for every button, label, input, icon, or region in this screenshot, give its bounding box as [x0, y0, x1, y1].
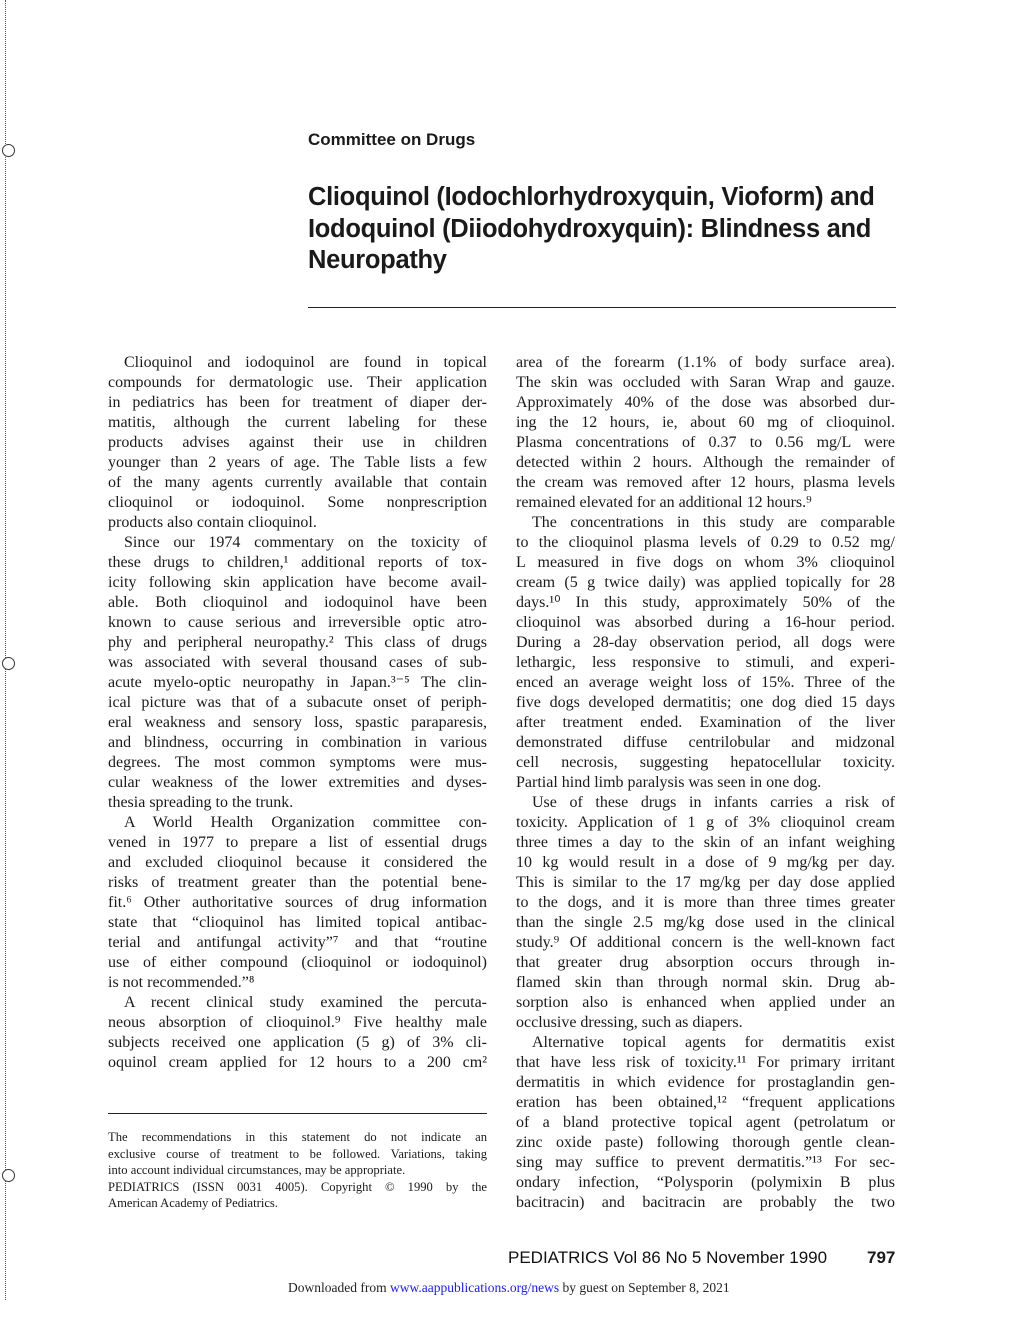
- text-line: sorption also is enhanced when applied under an: [516, 994, 895, 1011]
- text-line: Clioquinol and iodoquinol are found in topical: [124, 354, 487, 371]
- text-line: Use of these drugs in infants carries a risk of: [532, 794, 895, 811]
- paragraph: [516, 1033, 895, 1213]
- binding-perforation: [5, 0, 6, 1300]
- footnote-line: exclusive course of treatment to be followed. Variations, taking: [108, 1146, 487, 1161]
- text-line: toxicity. Application of 1 g of 3% clioquinol cream: [516, 814, 895, 831]
- text-line: The skin was occluded with Saran Wrap and gauze.: [516, 374, 895, 391]
- text-line: enced an average weight loss of 15%. Three of the: [516, 674, 895, 691]
- text-line: matitis, although the current labeling for these: [108, 414, 487, 431]
- text-line: these drugs to children,¹ additional reports of tox-: [108, 554, 487, 571]
- text-line: to the dogs, and it is more than three times greater: [516, 894, 895, 911]
- paragraph: [516, 513, 895, 793]
- text-line: cell necrosis, suggesting hepatocellular toxicity.: [516, 754, 895, 771]
- download-prefix: Downloaded from: [288, 1280, 390, 1295]
- text-line: remained elevated for an additional 12 hours.⁹: [516, 494, 812, 511]
- text-line: fit.⁶ Other authoritative sources of drug information: [108, 894, 487, 911]
- text-line: able. Both clioquinol and iodoquinol have been: [108, 594, 487, 611]
- text-line: three times a day to the skin of an infant weighing: [516, 834, 895, 851]
- text-line: to the clioquinol plasma levels of 0.29 to 0.52 mg/: [516, 534, 895, 551]
- page-footer: [0, 1248, 1020, 1308]
- text-line: Approximately 40% of the dose was absorbed dur-: [516, 394, 895, 411]
- text-line: clioquinol was absorbed during a 16-hour period.: [516, 614, 895, 631]
- text-line: icity following skin application have become avail-: [108, 574, 487, 591]
- title-divider: [308, 307, 896, 308]
- text-line: During a 28-day observation period, all dogs were: [516, 634, 895, 651]
- text-line: acute myelo-optic neuropathy in Japan.³⁻⁵ The clin-: [108, 674, 487, 691]
- text-line: terial and antifungal activity”⁷ and that “routine: [108, 934, 487, 951]
- text-line: oquinol cream applied for 12 hours to a 200 cm²: [108, 1054, 487, 1071]
- text-line: eration has been obtained,¹² “frequent applications: [516, 1094, 895, 1111]
- footnote-line: PEDIATRICS (ISSN 0031 4005). Copyright © 1990 by the: [108, 1179, 487, 1194]
- text-line: eral weakness and sensory loss, spastic paraparesis,: [108, 714, 487, 731]
- text-line: state that “clioquinol has limited topical antibac-: [108, 914, 487, 931]
- text-line: The concentrations in this study are comparable: [532, 514, 895, 531]
- text-line: than the single 2.5 mg/kg dose used in the clinical: [516, 914, 895, 931]
- text-line: area of the forearm (1.1% of body surface area).: [516, 354, 895, 371]
- text-line: bacitracin) and bacitracin are probably the two: [516, 1194, 895, 1211]
- text-line: degrees. The most common symptoms were mus-: [108, 754, 487, 771]
- page-number: 797: [867, 1248, 896, 1267]
- article-title: [308, 182, 908, 277]
- journal-citation: PEDIATRICS Vol 86 No 5 November 1990: [508, 1248, 828, 1267]
- footnote: [108, 1129, 487, 1212]
- text-line: in pediatrics has been for treatment of diaper der-: [108, 394, 487, 411]
- punch-hole: [2, 1169, 15, 1182]
- text-line: study.⁹ Of additional concern is the well-known fact: [516, 934, 895, 951]
- title-line: Clioquinol (Iodochlorhydroxyquin, Vioform) and: [308, 183, 875, 211]
- paragraph: [108, 993, 487, 1073]
- title-line: Iodoquinol (Diiodohydroxyquin): Blindness and: [308, 214, 872, 243]
- text-line: Partial hind limb paralysis was seen in one dog.: [516, 774, 822, 791]
- text-line: subjects received one application (5 g) of 3% cli-: [108, 1034, 487, 1051]
- text-line: lethargic, less responsive to stimuli, and experi-: [516, 654, 895, 671]
- text-line: ical picture was that of a subacute onset of periph-: [108, 694, 487, 711]
- paragraph: [108, 353, 487, 533]
- text-line: ing the 12 hours, ie, about 60 mg of clioquinol.: [516, 414, 895, 431]
- text-line: cream (5 g twice daily) was applied topically for 28: [516, 574, 895, 591]
- download-suffix: by guest on September 8, 2021: [559, 1280, 730, 1295]
- text-line: A recent clinical study examined the percuta-: [124, 994, 487, 1011]
- text-line: cular weakness of the lower extremities and dyses-: [108, 774, 487, 791]
- footnote-line: American Academy of Pediatrics.: [108, 1196, 278, 1211]
- punch-hole: [2, 144, 15, 157]
- paragraph: [516, 353, 895, 513]
- text-line: the cream was removed after 12 hours, plasma levels: [516, 474, 895, 491]
- right-column: [516, 353, 895, 1213]
- text-line: phy and peripheral neuropathy.² This class of drugs: [108, 634, 487, 651]
- text-line: occlusive dressing, such as diapers.: [516, 1014, 743, 1031]
- text-line: clioquinol or iodoquinol. Some nonprescription: [108, 494, 487, 511]
- text-line: that have less risk of toxicity.¹¹ For primary irritant: [516, 1054, 895, 1071]
- text-line: This is similar to the 17 mg/kg per day dose applied: [516, 874, 895, 891]
- text-line: L measured in five dogs on whom 3% clioquinol: [516, 554, 895, 571]
- title-line: Neuropathy: [308, 246, 447, 274]
- paragraph: [108, 533, 487, 813]
- text-line: ondary infection, “Polysporin (polymixin B plus: [516, 1174, 895, 1191]
- text-line: zinc oxide paste) following thorough gentle clean-: [516, 1134, 895, 1151]
- text-line: five dogs developed dermatitis; one dog died 15 days: [516, 694, 895, 711]
- text-line: is not recommended.”⁸: [108, 974, 255, 991]
- text-line: known to cause serious and irreversible optic atro-: [108, 614, 487, 631]
- text-line: detected within 2 hours. Although the remainder of: [516, 454, 895, 471]
- text-line: products also contain clioquinol.: [108, 514, 317, 531]
- text-line: was associated with several thousand cases of sub-: [108, 654, 487, 671]
- text-line: that greater drug absorption occurs through in-: [516, 954, 895, 971]
- download-notice: [288, 1280, 730, 1296]
- text-line: compounds for dermatologic use. Their application: [108, 374, 487, 391]
- footnote-divider: [108, 1113, 487, 1114]
- text-line: demonstrated diffuse centrilobular and midzonal: [516, 734, 895, 751]
- punch-hole: [2, 657, 15, 670]
- text-line: 10 kg would result in a dose of 9 mg/kg per day.: [516, 854, 895, 871]
- text-line: days.¹⁰ In this study, approximately 50% of the: [516, 594, 895, 611]
- text-line: thesia spreading to the trunk.: [108, 794, 294, 811]
- text-line: products advises against their use in children: [108, 434, 487, 451]
- paragraph: [516, 793, 895, 1033]
- text-line: of a bland protective topical agent (petrolatum or: [516, 1114, 895, 1131]
- text-line: sing may suffice to prevent dermatitis.”¹³ For sec-: [516, 1154, 895, 1171]
- text-line: vened in 1977 to prepare a list of essential drugs: [108, 834, 487, 851]
- section-label: Committee on Drugs: [308, 130, 476, 149]
- text-line: Plasma concentrations of 0.37 to 0.56 mg/L were: [516, 434, 895, 451]
- text-line: risks of treatment greater than the potential bene-: [108, 874, 487, 891]
- text-line: dermatitis in which evidence for prostaglandin gen-: [516, 1074, 895, 1091]
- footnote-line: into account individual circumstances, may be appropriate.: [108, 1163, 406, 1178]
- text-line: and blindness, occurring in combination in various: [108, 734, 487, 751]
- text-line: flamed skin than through normal skin. Drug ab-: [516, 974, 895, 991]
- left-column: [108, 353, 487, 1073]
- footnote-line: The recommendations in this statement do not indicate an: [108, 1130, 487, 1144]
- text-line: neous absorption of clioquinol.⁹ Five healthy male: [108, 1014, 487, 1031]
- text-line: use of either compound (clioquinol or iodoquinol): [108, 954, 487, 971]
- text-line: A World Health Organization committee con-: [124, 814, 487, 831]
- paragraph: [108, 813, 487, 993]
- text-line: Since our 1974 commentary on the toxicity of: [124, 534, 487, 551]
- text-line: after treatment ended. Examination of the liver: [516, 714, 895, 731]
- text-line: younger than 2 years of age. The Table lists a few: [108, 454, 487, 471]
- text-line: and excluded clioquinol because it considered the: [108, 854, 487, 871]
- text-line: Alternative topical agents for dermatitis exist: [532, 1034, 895, 1051]
- text-line: of the many agents currently available that contain: [108, 474, 487, 491]
- download-link[interactable]: www.aappublications.org/news: [389, 1280, 560, 1295]
